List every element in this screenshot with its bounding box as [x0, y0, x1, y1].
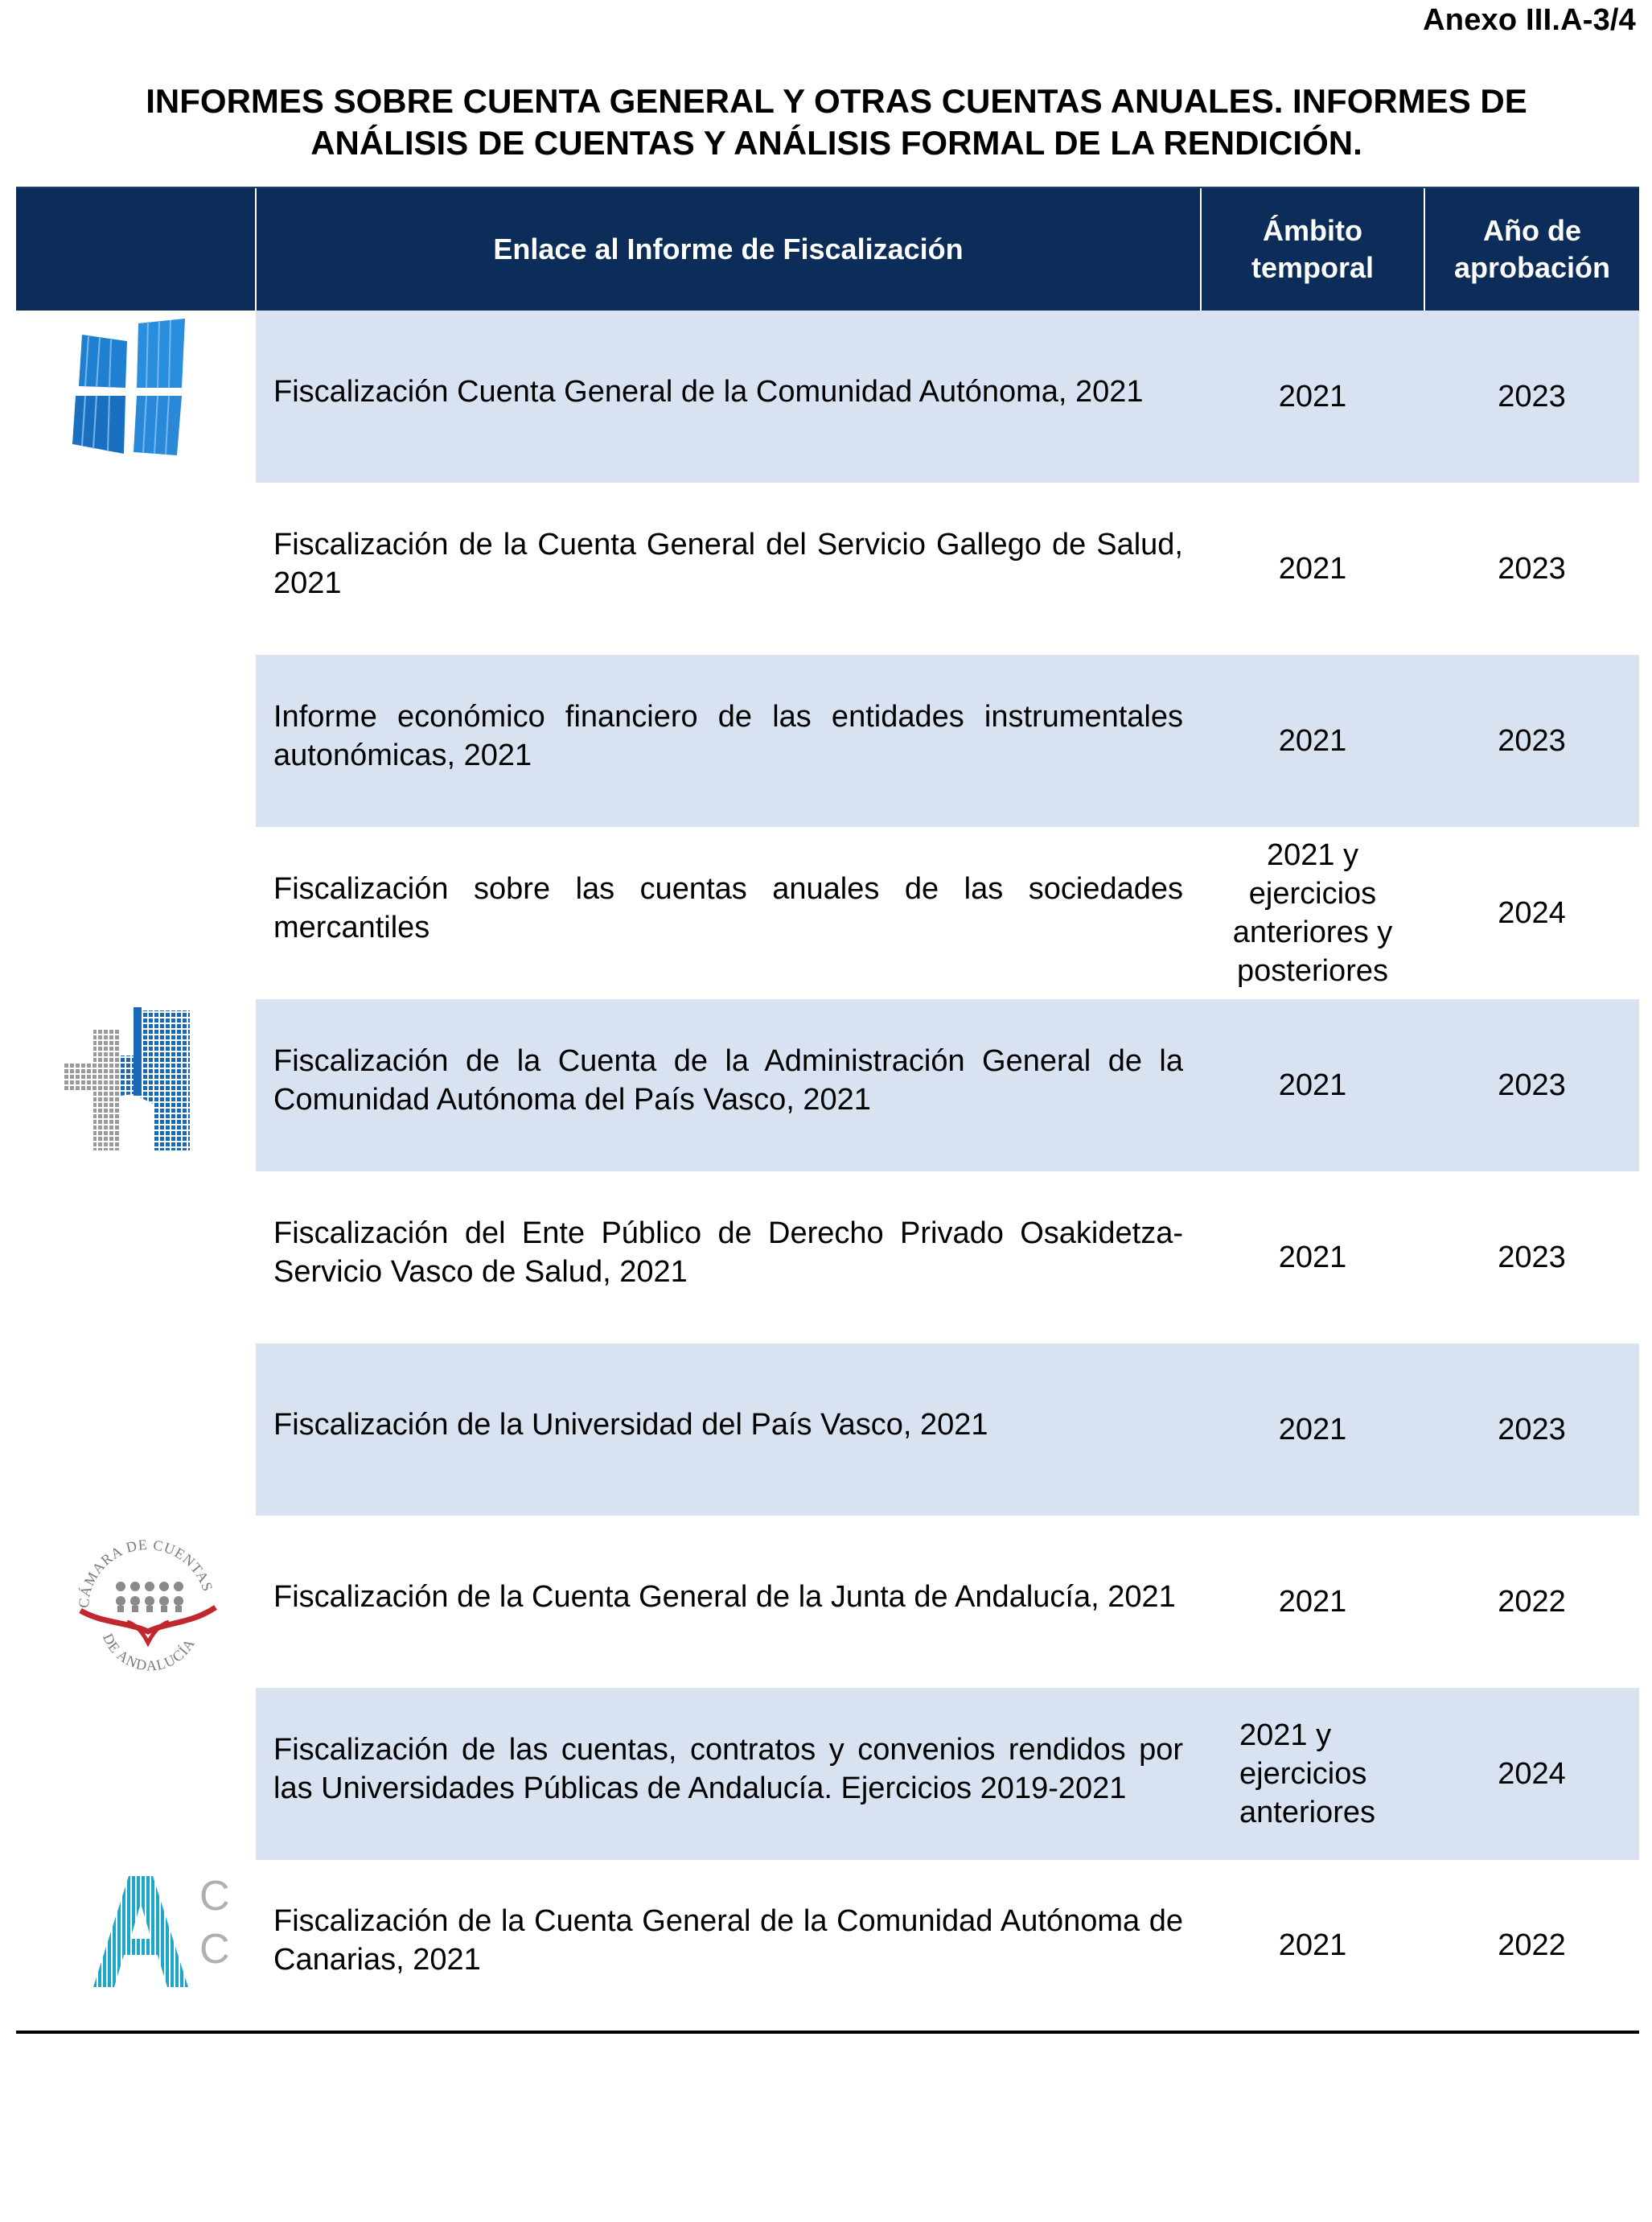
svg-text:DE ANDALUCÍA: DE ANDALUCÍA — [99, 1631, 199, 1674]
logo-cell — [16, 1688, 256, 1860]
report-title[interactable]: Fiscalización Cuenta General de la Comunidad Autónoma, 2021 — [256, 311, 1201, 483]
camara-de-cuentas-andalucia-logo-icon — [71, 1524, 224, 1677]
reports-table — [16, 187, 1639, 2034]
report-title[interactable]: Informe económico financiero de las entidades instrumentales autonómicas, 2021 — [256, 655, 1201, 827]
header-scope-line-1: Ámbito — [1263, 214, 1362, 247]
report-year: 2023 — [1424, 1343, 1639, 1516]
logo-cell — [16, 1171, 256, 1343]
table-row — [16, 483, 1639, 655]
logo-cell — [16, 311, 256, 483]
logo-cell — [16, 483, 256, 655]
report-year: 2024 — [1498, 896, 1566, 930]
table-row — [16, 655, 1639, 827]
report-year: 2024 — [1424, 1688, 1639, 1860]
report-year: 2023 — [1424, 311, 1639, 483]
logo-cell — [16, 827, 256, 999]
report-title[interactable]: Fiscalización de las cuentas, contratos y convenios rendidos por las Universidades Públicas de Andalucía. Ejercicios 2019-2021 — [256, 1688, 1201, 1860]
svg-text:C: C — [199, 1926, 230, 1973]
table-row — [16, 311, 1639, 483]
header-year-line-2: aprobación — [1453, 251, 1611, 284]
report-scope: 2021 — [1278, 552, 1347, 586]
logo-cell — [16, 1343, 256, 1516]
logo-cell — [16, 1516, 256, 1688]
report-title[interactable]: Fiscalización de la Cuenta de la Administración General de la Comunidad Autónoma del País Vasco, 2021 — [256, 999, 1201, 1171]
report-scope: 2021 — [1201, 655, 1424, 827]
report-year: 2023 — [1498, 1241, 1566, 1274]
report-year: 2022 — [1498, 1585, 1566, 1619]
report-year: 2023 — [1498, 552, 1566, 586]
report-scope: 2021 — [1278, 1928, 1347, 1962]
table-row — [16, 1688, 1639, 1860]
consello-de-contas-galicia-logo-icon — [64, 319, 185, 455]
page-title-line-1: INFORMES SOBRE CUENTA GENERAL Y OTRAS CUENTAS ANUALES. INFORMES DE — [146, 82, 1527, 120]
annex-label: Anexo III.A-3/4 — [1423, 3, 1636, 37]
logo-cell — [16, 1860, 256, 2032]
table-row — [16, 1343, 1639, 1516]
table-header-row — [16, 187, 1639, 311]
tribunal-vasco-de-cuentas-logo-icon — [64, 1007, 193, 1152]
header-report-link: Enlace al Informe de Fiscalización — [256, 187, 1201, 311]
report-title[interactable]: Fiscalización sobre las cuentas anuales de las sociedades mercantiles — [273, 872, 1183, 944]
table-row — [16, 827, 1639, 999]
logo-cell — [16, 655, 256, 827]
report-scope: 2021 — [1201, 999, 1424, 1171]
header-scope-line-2: temporal — [1251, 251, 1375, 284]
svg-text:C: C — [199, 1873, 230, 1920]
table-row — [16, 999, 1639, 1171]
report-year: 2023 — [1424, 999, 1639, 1171]
table-row — [16, 1516, 1639, 1688]
report-scope: 2021 — [1278, 1241, 1347, 1274]
header-scope — [1201, 187, 1424, 311]
page-title-line-2: ANÁLISIS DE CUENTAS Y ANÁLISIS FORMAL DE LA RENDICIÓN. — [310, 124, 1362, 162]
report-title[interactable]: Fiscalización de la Cuenta General de la Comunidad Autónoma de Canarias, 2021 — [273, 1904, 1183, 1977]
audiencia-de-cuentas-canarias-logo-icon — [88, 1868, 249, 1997]
report-year: 2022 — [1498, 1928, 1566, 1962]
report-title[interactable]: Fiscalización de la Cuenta General del Servicio Gallego de Salud, 2021 — [273, 528, 1183, 600]
report-scope: 2021 y ejercicios anteriores — [1201, 1688, 1424, 1860]
logo-cell — [16, 999, 256, 1171]
svg-text:CÁMARA DE CUENTAS: CÁMARA DE CUENTAS — [75, 1536, 216, 1609]
report-scope: 2021 — [1201, 311, 1424, 483]
page-title — [48, 80, 1625, 164]
header-year-line-1: Año de — [1483, 214, 1581, 247]
report-title[interactable]: Fiscalización del Ente Público de Derecho Privado Osakidetza-Servicio Vasco de Salud, 2021 — [273, 1216, 1183, 1289]
report-scope: 2021 — [1201, 1343, 1424, 1516]
header-logo-column — [16, 187, 256, 311]
table-row — [16, 1171, 1639, 1343]
report-scope: 2021 y ejercicios anteriores y posteriores — [1232, 838, 1393, 988]
header-year — [1424, 187, 1639, 311]
report-title[interactable]: Fiscalización de la Cuenta General de la Junta de Andalucía, 2021 — [273, 1580, 1176, 1614]
report-title[interactable]: Fiscalización de la Universidad del País Vasco, 2021 — [256, 1343, 1201, 1516]
report-year: 2023 — [1424, 655, 1639, 827]
table-row — [16, 1860, 1639, 2032]
report-scope: 2021 — [1278, 1585, 1347, 1619]
